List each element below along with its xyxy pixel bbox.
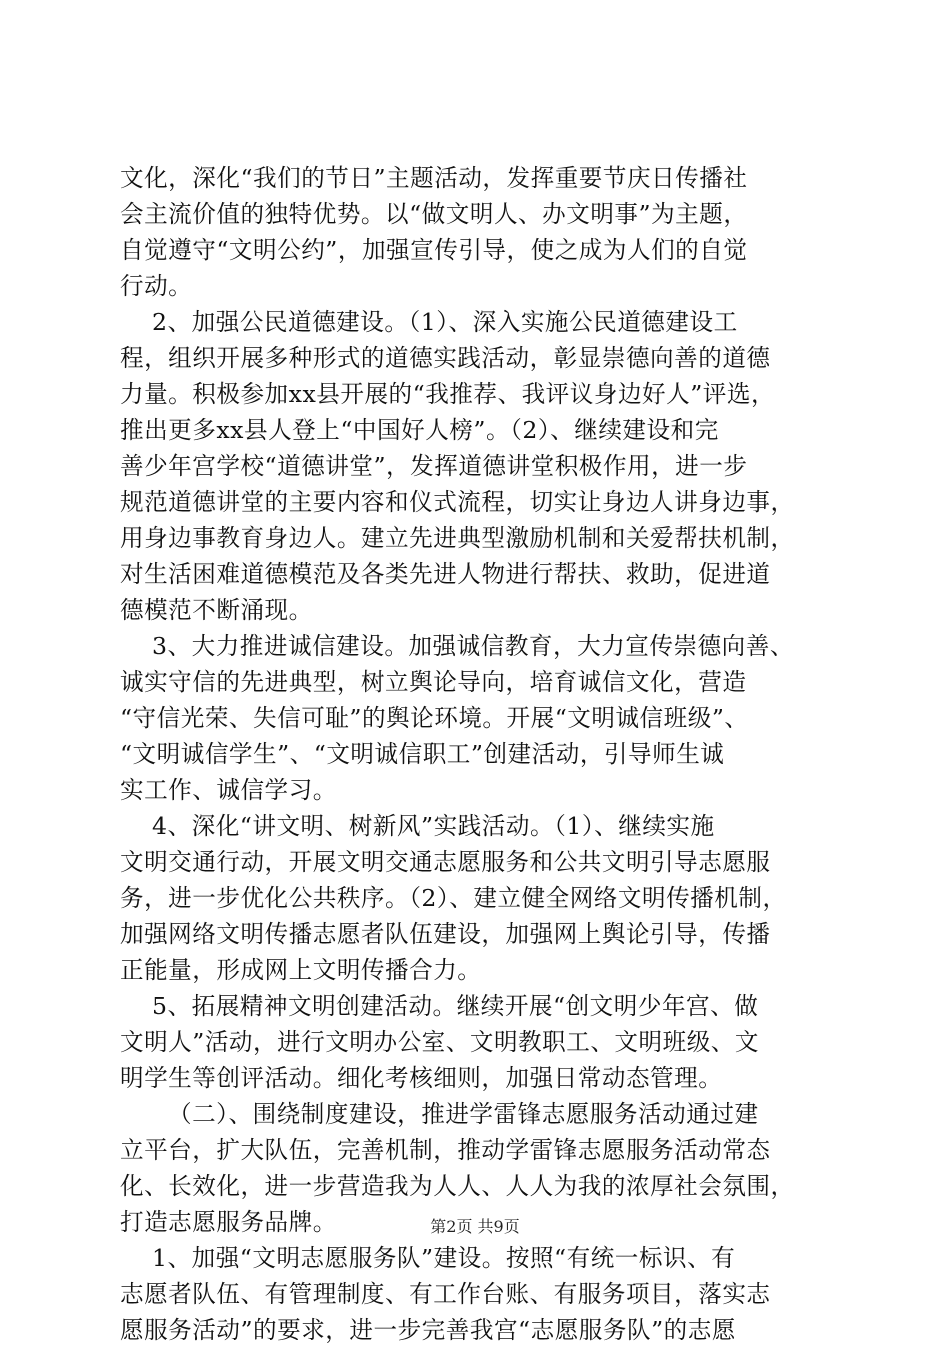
text-line: 会主流价值的独特优势。以“做文明人、办文明事”为主题， [120, 200, 748, 228]
text-line: 用身边事教育身边人。建立先进典型激励机制和关爱帮扶机制， [120, 524, 795, 552]
text-line: 诚实守信的先进典型，树立舆论导向，培育诚信文化，营造 [120, 668, 747, 696]
page-number-footer: 第2页 共9页 [430, 1217, 520, 1236]
text-line: 加强网络文明传播志愿者队伍建设，加强网上舆论引导，传播 [120, 920, 771, 948]
text-line: “文明诚信学生”、“文明诚信职工”创建活动，引导师生诚 [120, 740, 725, 768]
text-line: 善少年宫学校“道德讲堂”，发挥道德讲堂积极作用，进一步 [120, 452, 748, 480]
text-line: 推出更多xx县人登上“中国好人榜”。（2）、继续建设和完 [120, 416, 719, 444]
text-line: 文明人”活动，进行文明办公室、文明教职工、文明班级、文 [120, 1028, 759, 1056]
text-line: 力量。积极参加xx县开展的“我推荐、我评议身边好人”评选， [120, 380, 776, 408]
text-line: 程，组织开展多种形式的道德实践活动，彰显崇德向善的道德 [120, 344, 771, 372]
text-line: 实工作、诚信学习。 [120, 776, 337, 804]
text-line: 行动。 [120, 272, 193, 300]
text-line: 明学生等创评活动。细化考核细则，加强日常动态管理。 [120, 1064, 723, 1092]
text-line: 对生活困难道德模范及各类先进人物进行帮扶、救助，促进道 [120, 560, 771, 588]
text-line: 5、拓展精神文明创建活动。继续开展“创文明少年宫、做 [120, 992, 759, 1020]
text-line: “守信光荣、失信可耻”的舆论环境。开展“文明诚信班级”、 [120, 704, 749, 732]
text-line: 文化，深化“我们的节日”主题活动，发挥重要节庆日传播社 [120, 164, 748, 192]
text-line: 德模范不断涌现。 [120, 596, 313, 624]
text-line: 愿服务活动”的要求，进一步完善我宫“志愿服务队”的志愿 [120, 1316, 736, 1344]
text-line: 2、加强公民道德建设。（1）、深入实施公民道德建设工 [120, 308, 738, 336]
text-line: （二）、围绕制度建设，推进学雷锋志愿服务活动通过建 [120, 1100, 759, 1128]
text-line: 志愿者队伍、有管理制度、有工作台账、有服务项目，落实志 [120, 1280, 771, 1308]
text-line: 化、长效化，进一步营造我为人人、人人为我的浓厚社会氛围， [120, 1172, 795, 1200]
text-line: 4、深化“讲文明、树新风”实践活动。（1）、继续实施 [120, 812, 715, 840]
text-line: 立平台，扩大队伍，完善机制，推动学雷锋志愿服务活动常态 [120, 1136, 771, 1164]
body-text [120, 160, 840, 1348]
text-line: 自觉遵守“文明公约”，加强宣传引导，使之成为人们的自觉 [120, 236, 748, 264]
text-line: 1、加强“文明志愿服务队”建设。按照“有统一标识、有 [120, 1244, 736, 1272]
text-line: 打造志愿服务品牌。 [120, 1208, 337, 1236]
text-line: 务，进一步优化公共秩序。（2）、建立健全网络文明传播机制， [120, 884, 787, 912]
text-line: 正能量，形成网上文明传播合力。 [120, 956, 482, 984]
text-line: 规范道德讲堂的主要内容和仪式流程，切实让身边人讲身边事， [120, 488, 795, 516]
text-line: 文明交通行动，开展文明交通志愿服务和公共文明引导志愿服 [120, 848, 771, 876]
text-line: 3、大力推进诚信建设。加强诚信教育，大力宣传崇德向善、 [120, 632, 794, 660]
